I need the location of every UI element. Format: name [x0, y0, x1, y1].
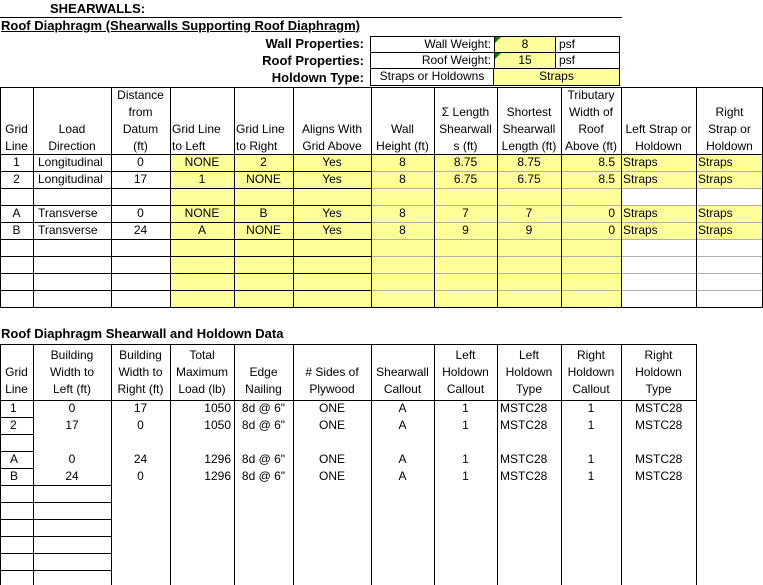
table1-header-cell: Right — [715, 105, 744, 119]
table1-cell: 24 — [133, 223, 148, 237]
grid-line — [0, 400, 696, 401]
table1-header-cell: from — [128, 105, 153, 119]
table1-header-cell: Strap or — [708, 122, 751, 136]
table2-cell: 1050 — [204, 401, 231, 415]
table2-header-cell: Maximum — [175, 365, 228, 379]
input-row-fill — [170, 290, 621, 307]
table1-cell[interactable]: 6.75 — [453, 172, 478, 186]
table1-header-cell: Direction — [48, 139, 96, 153]
table1-cell: Longitudinal — [38, 155, 103, 169]
table2-cell: 1 — [462, 418, 469, 432]
table1-header-cell: Distance — [117, 88, 164, 102]
table1-header-cell — [293, 87, 371, 104]
table2-header-cell: Right — [644, 348, 673, 362]
table1-cell[interactable]: Straps — [623, 172, 658, 186]
table2-cell: A — [398, 418, 407, 432]
table1-cell[interactable]: Straps — [623, 223, 658, 237]
table1-cell[interactable]: Yes — [322, 206, 342, 220]
holdown-type-label: Holdown Type: — [271, 70, 364, 85]
table2-header-cell: Total — [189, 348, 215, 362]
table2-header-cell: Callout — [572, 382, 610, 396]
table2-cell: ONE — [318, 401, 345, 415]
table2-cell: 1 — [462, 452, 469, 466]
table2-header-cell: Callout — [383, 382, 422, 396]
grid-line — [371, 239, 763, 240]
table2-cell: MSTC28 — [500, 469, 548, 483]
table1-cell[interactable]: Straps — [698, 155, 733, 169]
grid-line — [0, 485, 111, 486]
table1-cell[interactable]: NONE — [184, 206, 220, 220]
grid-line — [0, 290, 371, 291]
grid-line — [0, 417, 33, 418]
table2-header-cell — [293, 347, 371, 364]
table2-cell: 0 — [137, 418, 144, 432]
roof-weight-label: Roof Weight: — [370, 52, 494, 69]
table1-header-cell — [621, 87, 696, 104]
table2-cell: 1 — [462, 401, 469, 415]
table1-cell[interactable]: 8.75 — [517, 155, 541, 169]
table2-header-cell: Type — [645, 382, 672, 396]
grid-line — [371, 344, 372, 585]
grid-line — [0, 434, 33, 435]
grid-line — [371, 205, 763, 206]
grid-line — [111, 344, 112, 585]
table2-cell: MSTC28 — [500, 452, 548, 466]
grid-line — [170, 87, 171, 307]
table1-cell: Transverse — [38, 223, 98, 237]
wall-weight-unit: psf — [556, 36, 620, 53]
table1-header-cell — [234, 87, 293, 104]
table1-cell: Longitudinal — [38, 172, 103, 186]
table1-cell: 1 — [13, 155, 20, 169]
table2-header-cell: Left — [455, 348, 476, 362]
grid-line — [111, 87, 112, 307]
grid-line — [371, 256, 763, 257]
table2-header-cell — [371, 347, 434, 364]
grid-line — [371, 87, 372, 307]
table2-header-cell: Building — [119, 348, 162, 362]
table1-header-cell: Shearwall — [439, 122, 492, 136]
grid-line — [293, 344, 294, 585]
table2-cell: 1296 — [204, 452, 231, 466]
grid-line — [0, 87, 763, 88]
table2-cell: 8d @ 6" — [241, 401, 286, 415]
table2-header-cell — [0, 347, 33, 364]
section1-title: Roof Diaphragm (Shearwalls Supporting Roof Diaphragm) — [1, 18, 360, 33]
grid-line — [434, 344, 435, 585]
grid-line — [434, 87, 435, 307]
table1-header-cell — [33, 87, 111, 104]
table2-cell: 0 — [137, 469, 144, 483]
grid-line — [0, 502, 111, 503]
grid-line — [696, 87, 697, 307]
input-indicator-icon — [495, 37, 501, 43]
table1-header-cell — [371, 87, 434, 104]
table2-header-cell: Edge — [249, 365, 278, 379]
grid-line — [0, 451, 33, 452]
sheet-title: SHEARWALLS: — [50, 1, 146, 16]
table1-header-cell — [621, 104, 696, 121]
grid-line — [0, 87, 1, 307]
grid-line — [371, 222, 763, 223]
table2-header-cell: # Sides of — [305, 365, 359, 379]
table2-header-cell: Plywood — [309, 382, 355, 396]
roof-weight-input[interactable]: 15 — [494, 52, 556, 69]
table2-cell: MSTC28 — [635, 401, 683, 415]
table2-header-cell: Left (ft) — [52, 382, 91, 396]
table1-cell: Transverse — [38, 206, 98, 220]
table1-cell[interactable]: Yes — [322, 155, 342, 169]
table2-header-cell: Holdown — [635, 365, 682, 379]
grid-line — [0, 307, 763, 308]
table1-cell[interactable]: 8.5 — [598, 155, 615, 169]
table2-header-cell: Load (lb) — [178, 382, 226, 396]
table1-header-cell: Roof — [578, 122, 604, 136]
table1-header-cell — [33, 104, 111, 121]
grid-line — [561, 344, 562, 585]
table2-cell: 0 — [68, 401, 76, 415]
table1-header-cell: to Right — [236, 139, 278, 153]
table1-cell[interactable]: 8 — [399, 155, 406, 169]
table2-cell: 8d @ 6" — [241, 469, 286, 483]
table2-header-cell: Building — [50, 348, 94, 362]
table1-cell[interactable]: Straps — [623, 155, 658, 169]
table1-header-cell — [170, 104, 234, 121]
grid-line — [33, 344, 34, 585]
table1-cell[interactable]: 8.75 — [453, 155, 478, 169]
table1-cell[interactable]: NONE — [184, 155, 220, 169]
table1-header-cell: Load — [58, 122, 86, 136]
table1-header-cell: Width of — [568, 105, 613, 119]
input-row-fill — [170, 256, 621, 273]
table1-cell[interactable]: 9 — [525, 223, 533, 237]
holdown-type-option-label: Straps or Holdowns — [370, 68, 494, 86]
table1-cell[interactable]: Yes — [322, 172, 342, 186]
table1-header-cell — [234, 104, 293, 121]
input-indicator-icon — [495, 53, 501, 59]
table1-cell[interactable]: Straps — [698, 223, 733, 237]
table2-cell: A — [398, 401, 407, 415]
table2-cell: 1 — [587, 418, 595, 432]
wall-weight-label: Wall Weight: — [370, 36, 494, 53]
grid-line — [0, 188, 371, 189]
table1-header-cell: s (ft) — [453, 139, 478, 153]
table2-header-cell — [234, 347, 293, 364]
grid-line — [497, 87, 498, 307]
table1-header-cell — [293, 104, 371, 121]
table1-header-cell — [170, 87, 234, 104]
wall-properties-label: Wall Properties: — [265, 36, 364, 51]
grid-line — [170, 344, 171, 585]
grid-line — [0, 154, 763, 155]
table2-header-cell: Left — [518, 348, 539, 362]
table1-cell[interactable]: A — [197, 223, 206, 237]
table1-cell[interactable]: 0 — [608, 206, 615, 220]
table2-header-cell: Right — [576, 348, 605, 362]
grid-line — [0, 570, 111, 571]
table1-header-cell — [0, 87, 33, 104]
table1-header-cell: Grid Line — [236, 122, 285, 136]
table2-cell: 2 — [10, 418, 17, 432]
table2-cell: 1050 — [204, 418, 231, 432]
table1-cell[interactable]: 6.75 — [517, 172, 541, 186]
table1-cell[interactable]: 1 — [198, 172, 206, 186]
table1-cell[interactable]: 9 — [462, 223, 469, 237]
table1-cell[interactable]: Yes — [322, 223, 342, 237]
table2-cell: B — [10, 469, 19, 483]
table1-cell[interactable]: Straps — [698, 206, 733, 220]
table2-cell: 0 — [68, 452, 76, 466]
grid-line — [293, 87, 294, 307]
table1-cell[interactable]: B — [259, 206, 268, 220]
grid-line — [0, 222, 371, 223]
table2-cell: MSTC28 — [635, 469, 683, 483]
table1-cell[interactable]: 0 — [608, 223, 615, 237]
table1-header-cell: Shortest — [506, 105, 552, 119]
table1-header-cell: Σ Length — [441, 105, 490, 119]
table1-cell: 17 — [133, 172, 148, 186]
table1-cell[interactable]: 2 — [260, 155, 267, 169]
table2-cell: 1296 — [204, 469, 231, 483]
table1-cell[interactable]: Straps — [698, 172, 733, 186]
table2-header-cell: Shearwall — [376, 365, 429, 379]
table1-cell: 0 — [137, 206, 144, 220]
table1-header-cell: Datum — [122, 122, 159, 136]
grid-line — [0, 273, 371, 274]
table2-cell: MSTC28 — [500, 418, 548, 432]
table1-header-cell: to Left — [172, 139, 206, 153]
table1-cell[interactable]: 8 — [399, 172, 406, 186]
table2-header-cell: Holdown — [442, 365, 489, 379]
grid-line — [234, 344, 235, 585]
table2-header-cell: Holdown — [567, 365, 615, 379]
table2-cell: 8d @ 6" — [241, 418, 286, 432]
grid-line — [371, 290, 763, 291]
table1-header-cell: Left Strap or — [625, 122, 692, 136]
table2-cell: 1 — [10, 401, 17, 415]
table1-header-cell — [0, 104, 33, 121]
table2-header-cell: Right (ft) — [117, 382, 164, 396]
table2-header-cell: Holdown — [505, 365, 553, 379]
table1-header-cell — [371, 104, 434, 121]
grid-line — [371, 273, 763, 274]
table1-cell: A — [12, 206, 21, 220]
grid-line — [621, 87, 622, 307]
table1-header-cell: Wall — [391, 122, 414, 136]
table1-header-cell: Grid Line — [172, 122, 221, 136]
input-row-fill — [170, 273, 621, 290]
table1-cell[interactable]: NONE — [246, 223, 281, 237]
table2-cell: 17 — [133, 401, 148, 415]
grid-line — [0, 344, 696, 345]
holdown-type-select[interactable]: Straps — [494, 68, 620, 86]
table2-header-cell: Grid — [5, 365, 28, 379]
grid-line — [0, 171, 371, 172]
table2-cell: 24 — [65, 469, 79, 483]
table2-cell: ONE — [318, 452, 345, 466]
table2-cell: ONE — [318, 469, 345, 483]
table2-header-cell: Nailing — [245, 382, 282, 396]
grid-line — [0, 536, 111, 537]
table2-cell: MSTC28 — [635, 452, 683, 466]
table1-header-cell: Above (ft) — [564, 139, 618, 153]
table1-cell: 2 — [13, 172, 20, 186]
table2-cell: A — [398, 469, 407, 483]
grid-line — [0, 239, 371, 240]
table2-cell: 1 — [587, 401, 595, 415]
table1-header-cell: Shearwall — [502, 122, 556, 136]
table2-header-cell: Callout — [446, 382, 485, 396]
table1-cell[interactable]: 8 — [399, 223, 406, 237]
table2-cell: 1 — [587, 469, 595, 483]
grid-line — [561, 87, 562, 307]
grid-line — [497, 344, 498, 585]
table1-header-cell: Line — [5, 139, 28, 153]
table1-header-cell: Grid — [5, 122, 28, 136]
grid-line — [33, 87, 34, 307]
table2-cell: 24 — [133, 452, 148, 466]
table2-cell: MSTC28 — [500, 401, 548, 415]
table2-cell: MSTC28 — [635, 418, 683, 432]
table1-header-cell — [696, 87, 763, 104]
table1-header-cell — [434, 87, 497, 104]
table2-cell: A — [398, 452, 407, 466]
table2-cell: ONE — [318, 418, 345, 432]
table1-header-cell: Tributary — [567, 88, 615, 102]
wall-weight-input[interactable]: 8 — [494, 36, 556, 53]
table2-header-cell: Width to — [49, 365, 94, 379]
grid-line — [0, 256, 371, 257]
table1-header-cell: Holdown — [706, 139, 753, 153]
table1-header-cell: Length (ft) — [501, 139, 557, 153]
grid-line — [621, 344, 622, 585]
roof-properties-label: Roof Properties: — [262, 53, 364, 68]
section2-title: Roof Diaphragm Shearwall and Holdown Data — [1, 326, 284, 341]
grid-line — [696, 344, 697, 585]
table1-header-cell: Height (ft) — [376, 139, 429, 153]
table2-cell: 8d @ 6" — [241, 452, 286, 466]
table1-cell[interactable]: 8 — [399, 206, 406, 220]
input-row-fill — [170, 239, 621, 256]
table1-cell: 0 — [137, 155, 144, 169]
table1-header-cell: Aligns With — [301, 122, 363, 136]
grid-line — [371, 171, 763, 172]
grid-line — [234, 87, 235, 307]
input-row-fill — [170, 188, 621, 205]
grid-line — [371, 188, 763, 189]
table1-header-cell: Grid Above — [302, 139, 362, 153]
table2-cell: 1 — [462, 469, 469, 483]
table1-header-cell — [497, 87, 561, 104]
table1-cell[interactable]: 8.5 — [598, 172, 615, 186]
table1-cell[interactable]: 7 — [462, 206, 469, 220]
table1-header-cell: Holdown — [635, 139, 682, 153]
table2-header-cell: Width to — [118, 365, 163, 379]
grid-line — [0, 519, 111, 520]
table2-cell: 17 — [65, 418, 79, 432]
grid-line — [0, 344, 1, 585]
table2-header-cell: Type — [515, 382, 542, 396]
table1-cell[interactable]: Straps — [623, 206, 658, 220]
table1-cell: B — [12, 223, 21, 237]
roof-weight-unit: psf — [556, 52, 620, 69]
grid-line — [0, 205, 371, 206]
grid-line — [0, 468, 33, 469]
table1-cell[interactable]: 7 — [525, 206, 533, 220]
table1-header-cell: (ft) — [133, 139, 148, 153]
grid-line — [0, 553, 111, 554]
table1-cell[interactable]: NONE — [246, 172, 281, 186]
table2-cell: 1 — [587, 452, 595, 466]
table2-cell: A — [10, 452, 19, 466]
table2-header-cell: Line — [5, 382, 28, 396]
